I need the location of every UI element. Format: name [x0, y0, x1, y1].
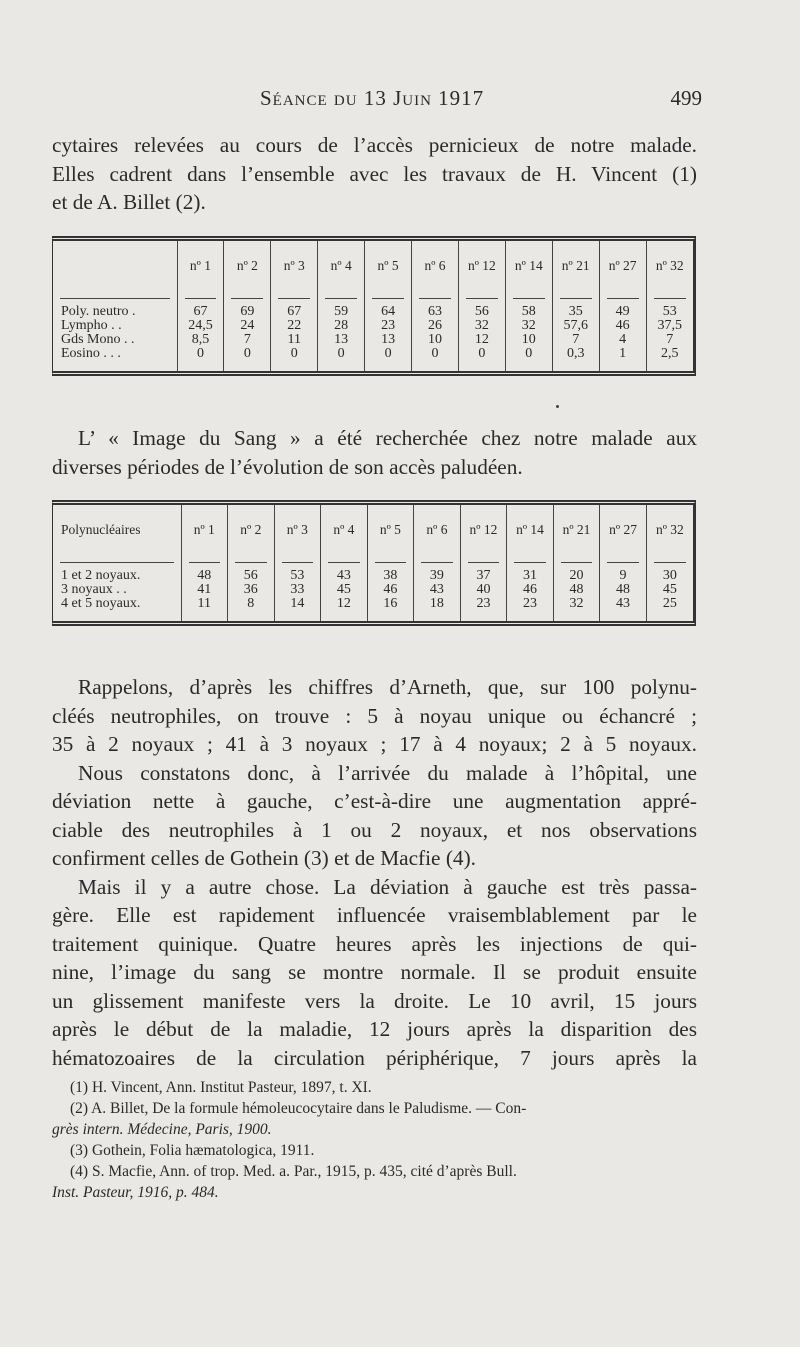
table-cell: 67 — [271, 305, 318, 319]
table-cell: 48 — [553, 583, 600, 597]
footnote-4-continued: Inst. Pasteur, 1916, p. 484. — [52, 1184, 219, 1201]
text-line: déviation nette à gauche, c’est-à-dire une augmentation appré- — [52, 789, 697, 813]
table-header-row — [53, 241, 693, 291]
text-line: gère. Elle est rapidement influencée vraisemblablement par le — [52, 903, 697, 927]
table-cell: 35 — [552, 305, 599, 319]
table-cell: 57,6 — [552, 319, 599, 333]
table-header-cell: nº 5 — [365, 241, 412, 291]
table-header-cell: nº 14 — [505, 241, 552, 291]
table-row — [53, 319, 693, 333]
table-header-cell: nº 5 — [367, 505, 414, 555]
table-header-cell: nº 12 — [460, 505, 507, 555]
table-spacer-row — [53, 361, 693, 371]
table-cell: 20 — [553, 569, 600, 583]
table-cell: 48 — [600, 583, 647, 597]
table-cell: 8,5 — [177, 333, 224, 347]
table-header-cell: nº 32 — [655, 258, 684, 273]
table-cell: 7 — [552, 333, 599, 347]
table-header-cell: nº 32 — [656, 522, 684, 537]
text-line: confirment celles de Gothein (3) et de Macfie (4). — [52, 846, 476, 870]
paragraph-arneth — [52, 673, 697, 1072]
table-cell: 39 — [414, 569, 461, 583]
text-line: L’ « Image du Sang » a été recherchée chez notre malade aux — [78, 426, 697, 450]
table-cell: 53 — [274, 569, 321, 583]
table-cell: 33 — [274, 583, 321, 597]
table-cell: 2,5 — [661, 346, 679, 361]
table-cell: 0 — [177, 347, 224, 361]
table-header-cell — [53, 241, 177, 291]
table-header-cell: nº 3 — [271, 241, 318, 291]
text-line: Mais il y a autre chose. La déviation à gauche est très passa- — [78, 874, 697, 899]
table-cell: 18 — [414, 597, 461, 611]
table-cell: 0,3 — [552, 347, 599, 361]
table-cell: 37,5 — [657, 318, 683, 333]
table-row — [53, 597, 693, 611]
table-cell: 53 — [662, 304, 677, 319]
table-cell: 0 — [271, 347, 318, 361]
table-header-cell: nº 1 — [177, 241, 224, 291]
table-cell: 0 — [412, 347, 459, 361]
table-cell: 13 — [318, 333, 365, 347]
table-header-cell: nº 4 — [321, 505, 368, 555]
table-cell: 45 — [662, 582, 677, 597]
table-header-cell: nº 1 — [181, 505, 228, 555]
table-cell: 32 — [458, 319, 505, 333]
text-line: ciable des neutrophiles à 1 ou 2 noyaux, et nos observations — [52, 817, 697, 842]
table-cell: 1 — [599, 347, 646, 361]
row-label: 4 et 5 noyaux. — [53, 597, 181, 611]
paragraph-intro — [52, 131, 697, 217]
row-label: 3 noyaux . . — [53, 583, 181, 597]
table-cell: 32 — [553, 597, 600, 611]
table-cell: 41 — [181, 583, 228, 597]
table-header-cell: nº 14 — [507, 505, 554, 555]
row-label: Gds Mono . . — [53, 333, 177, 347]
page-header — [52, 86, 712, 116]
table-header-cell: nº 3 — [274, 505, 321, 555]
table-cell: 69 — [224, 305, 271, 319]
table-cell: 40 — [460, 583, 507, 597]
table-row — [53, 305, 693, 319]
table-cell: 4 — [599, 333, 646, 347]
running-title: Séance du 13 Juin 1917 — [260, 86, 485, 110]
table-header-row — [53, 505, 693, 555]
text-line: Elles cadrent dans l’ensemble avec les travaux de H. Vincent (1) — [52, 161, 697, 186]
table-cell: 46 — [367, 583, 414, 597]
table-cell: 43 — [321, 569, 368, 583]
rule-row — [53, 555, 693, 569]
table-spacer-row — [53, 611, 693, 621]
footnote-2-continued: grès intern. Médecine, Paris, 1900. — [52, 1121, 272, 1138]
table-cell: 28 — [318, 319, 365, 333]
table-row — [53, 569, 693, 583]
text-line: un glissement manifeste vers la droite. Le 10 avril, 15 jours — [52, 988, 697, 1013]
text-line: nine, l’image du sang se montre normale. Il se produit ensuite — [52, 960, 697, 984]
table-cell: 36 — [228, 583, 275, 597]
text-line: cléés neutrophiles, on trouve : 5 à noyau unique ou échancré ; — [52, 703, 697, 728]
table-header-cell: nº 27 — [599, 241, 646, 291]
rule-row — [53, 291, 693, 305]
row-label: 1 et 2 noyaux. — [53, 569, 181, 583]
table-cell: 0 — [458, 347, 505, 361]
table-cell: 11 — [271, 333, 318, 347]
table-cell: 24 — [224, 319, 271, 333]
table-cell: 30 — [662, 568, 677, 583]
text-line: hématozoaires de la circulation périphérique, 7 jours après la — [52, 1045, 697, 1070]
table-cell: 9 — [600, 569, 647, 583]
table-cell: 31 — [507, 569, 554, 583]
table-cell: 23 — [365, 319, 412, 333]
table-cell: 56 — [228, 569, 275, 583]
table-cell: 23 — [507, 597, 554, 611]
footnotes — [52, 1077, 702, 1203]
row-label: Lympho . . — [53, 319, 177, 333]
row-label: Poly. neutro . — [53, 305, 177, 319]
table-header-cell: nº 2 — [228, 505, 275, 555]
table-cell: 45 — [321, 583, 368, 597]
table-cell: 37 — [460, 569, 507, 583]
table-cell: 12 — [321, 597, 368, 611]
table-cell: 14 — [274, 597, 321, 611]
table-cell: 0 — [224, 347, 271, 361]
text-line: après le début de la maladie, 12 jours après la disparition des — [52, 1017, 697, 1041]
table-cell: 49 — [599, 305, 646, 319]
table-cell: 24,5 — [177, 319, 224, 333]
table-cell: 56 — [458, 305, 505, 319]
table-header-cell: nº 6 — [414, 505, 461, 555]
table-cell: 46 — [507, 583, 554, 597]
table-cell: 43 — [600, 597, 647, 611]
row-label: Eosino . . . — [53, 347, 177, 361]
table-header-cell: nº 21 — [553, 505, 600, 555]
table-cell: 25 — [662, 596, 677, 611]
text-line: traitement quinique. Quatre heures après les injections de qui- — [52, 931, 697, 956]
table-header-cell: nº 2 — [224, 241, 271, 291]
table-cell: 13 — [365, 333, 412, 347]
page-number: 499 — [670, 86, 702, 110]
table-cell: 16 — [367, 597, 414, 611]
table-header-cell: nº 21 — [552, 241, 599, 291]
table-header-cell: nº 27 — [600, 505, 647, 555]
table-cell: 46 — [599, 319, 646, 333]
table-cell: 63 — [412, 305, 459, 319]
text-line: Rappelons, d’après les chiffres d’Arneth, que, sur 100 polynu- — [78, 675, 697, 699]
table-cell: 0 — [365, 347, 412, 361]
table-cell: 0 — [505, 347, 552, 361]
print-speck — [556, 405, 559, 408]
table-cell: 67 — [177, 305, 224, 319]
table-cell: 7 — [224, 333, 271, 347]
table-row — [53, 583, 693, 597]
text-line: diverses périodes de l’évolution de son accès paludéen. — [52, 454, 523, 479]
paragraph-image-du-sang — [52, 424, 697, 481]
table-row — [53, 347, 693, 361]
text-line: Nous constatons donc, à l’arrivée du malade à l’hôpital, une — [78, 760, 697, 785]
polynuclear-table — [52, 500, 696, 626]
table-cell: 23 — [460, 597, 507, 611]
footnote-4: (4) S. Macfie, Ann. of trop. Med. a. Par., 1915, p. 435, cité d’après Bull. — [70, 1163, 517, 1180]
table-header-cell: nº 4 — [318, 241, 365, 291]
table-header-cell: Polynucléaires — [53, 505, 181, 555]
blood-formula-table — [52, 236, 696, 376]
table-cell: 32 — [505, 319, 552, 333]
table-cell: 26 — [412, 319, 459, 333]
table-cell: 59 — [318, 305, 365, 319]
footnote-1: (1) H. Vincent, Ann. Institut Pasteur, 1897, t. XI. — [70, 1079, 372, 1096]
table-cell: 7 — [666, 332, 674, 347]
footnote-3: (3) Gothein, Folia hæmatologica, 1911. — [70, 1142, 315, 1159]
table-header-cell: nº 12 — [458, 241, 505, 291]
table-cell: 38 — [367, 569, 414, 583]
text-line: cytaires relevées au cours de l’accès pernicieux de notre malade. — [52, 133, 697, 157]
table-cell: 8 — [228, 597, 275, 611]
table-cell: 48 — [181, 569, 228, 583]
table-cell: 0 — [318, 347, 365, 361]
footnote-2: (2) A. Billet, De la formule hémoleucocytaire dans le Paludisme. — Con- — [70, 1100, 527, 1117]
text-line: et de A. Billet (2). — [52, 190, 206, 214]
table-cell: 43 — [414, 583, 461, 597]
table-cell: 11 — [181, 597, 228, 611]
table-cell: 10 — [412, 333, 459, 347]
table-cell: 22 — [271, 319, 318, 333]
table-cell: 10 — [505, 333, 552, 347]
table-cell: 58 — [505, 305, 552, 319]
text-line: 35 à 2 noyaux ; 41 à 3 noyaux ; 17 à 4 noyaux; 2 à 5 noyaux. — [52, 732, 697, 756]
table-cell: 64 — [365, 305, 412, 319]
table-row — [53, 333, 693, 347]
table-header-cell: nº 6 — [412, 241, 459, 291]
table-cell: 12 — [458, 333, 505, 347]
